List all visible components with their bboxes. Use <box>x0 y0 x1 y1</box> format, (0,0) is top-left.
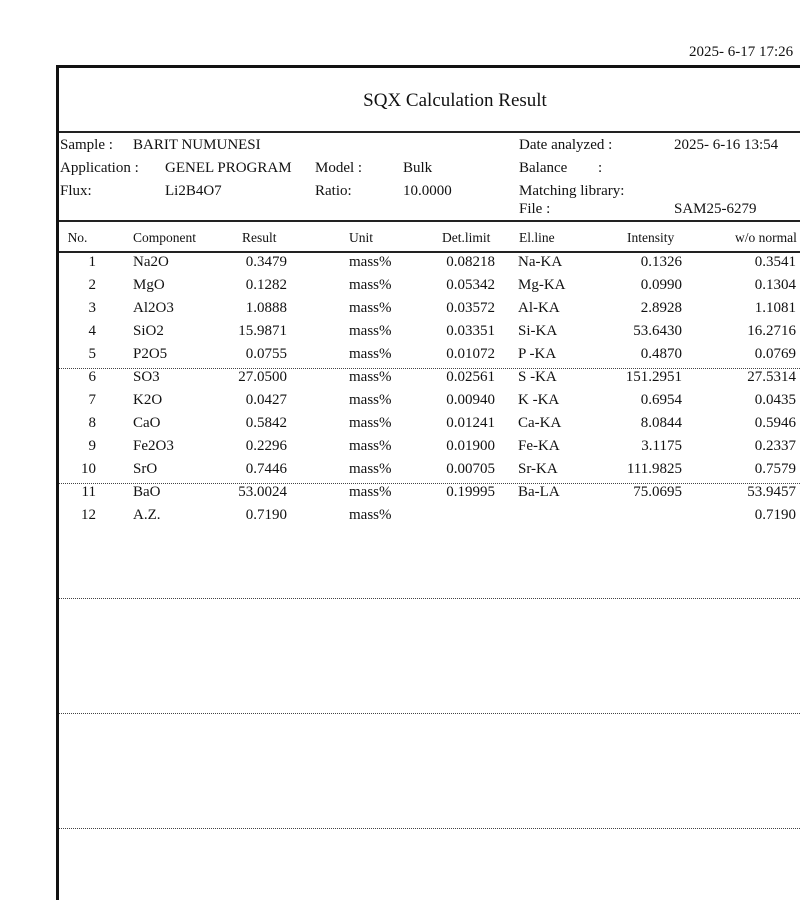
cell-wo-normal: 53.9457 <box>747 484 796 500</box>
cell-det-limit: 0.03351 <box>446 323 495 339</box>
cell-unit: mass% <box>349 507 392 523</box>
sample-label: Sample : <box>60 137 113 153</box>
cell-no: 5 <box>88 346 96 362</box>
cell-det-limit: 0.03572 <box>446 300 495 316</box>
cell-intensity: 2.8928 <box>640 300 682 316</box>
cell-wo-normal: 0.0435 <box>754 392 796 408</box>
group-divider <box>59 828 800 829</box>
cell-unit: mass% <box>349 300 392 316</box>
cell-result: 0.7190 <box>245 507 287 523</box>
col-header-component: Component <box>133 230 196 245</box>
cell-component: Fe2O3 <box>133 438 174 454</box>
cell-det-limit: 0.01072 <box>446 346 495 362</box>
cell-el-line: Mg-KA <box>518 277 566 293</box>
balance-label: Balance <box>519 160 568 176</box>
cell-el-line: Fe-KA <box>518 438 560 454</box>
cell-component: P2O5 <box>133 346 168 362</box>
cell-intensity: 0.4870 <box>640 346 682 362</box>
cell-unit: mass% <box>349 461 392 477</box>
group-divider <box>59 713 800 714</box>
cell-result: 0.0427 <box>245 392 287 408</box>
print-timestamp: 2025- 6-17 17:26 <box>689 44 794 60</box>
cell-result: 1.0888 <box>245 300 287 316</box>
cell-result: 0.0755 <box>245 346 287 362</box>
cell-component: BaO <box>133 484 161 500</box>
cell-det-limit: 0.01900 <box>446 438 495 454</box>
cell-intensity: 53.6430 <box>633 323 682 339</box>
cell-unit: mass% <box>349 392 392 408</box>
cell-no: 2 <box>88 277 96 293</box>
cell-det-limit: 0.00940 <box>446 392 495 408</box>
cell-result: 0.1282 <box>245 277 287 293</box>
report-title: SQX Calculation Result <box>363 90 547 111</box>
flux-label: Flux: <box>60 183 92 199</box>
flux-value: Li2B4O7 <box>165 183 222 199</box>
table-row <box>59 507 800 530</box>
cell-result: 0.3479 <box>245 254 287 270</box>
cell-unit: mass% <box>349 438 392 454</box>
cell-intensity: 8.0844 <box>640 415 682 431</box>
cell-el-line: K -KA <box>518 392 560 408</box>
cell-component: MgO <box>133 277 165 293</box>
model-label: Model : <box>315 160 363 176</box>
table-header-divider <box>59 251 800 253</box>
cell-component: CaO <box>133 415 161 431</box>
table-row <box>59 300 800 323</box>
cell-el-line: Ca-KA <box>518 415 562 431</box>
table-row <box>59 323 800 346</box>
cell-wo-normal: 0.7579 <box>754 461 796 477</box>
cell-wo-normal: 0.2337 <box>754 438 796 454</box>
header-divider <box>59 131 800 133</box>
cell-no: 11 <box>81 484 96 500</box>
cell-el-line: Na-KA <box>518 254 563 270</box>
cell-no: 4 <box>88 323 96 339</box>
cell-component: A.Z. <box>133 507 161 523</box>
group-divider <box>59 598 800 599</box>
cell-no: 3 <box>88 300 96 316</box>
cell-no: 1 <box>88 254 96 270</box>
cell-el-line: Sr-KA <box>518 461 558 477</box>
table-row <box>59 415 800 438</box>
cell-result: 0.7446 <box>245 461 287 477</box>
date-analyzed-value: 2025- 6-16 13:54 <box>674 137 779 153</box>
cell-wo-normal: 0.3541 <box>754 254 796 270</box>
cell-component: K2O <box>133 392 163 408</box>
cell-component: SiO2 <box>133 323 164 339</box>
cell-component: SrO <box>133 461 158 477</box>
cell-det-limit: 0.00705 <box>446 461 495 477</box>
cell-el-line: Ba-LA <box>518 484 560 500</box>
cell-result: 53.0024 <box>238 484 287 500</box>
cell-unit: mass% <box>349 415 392 431</box>
table-row <box>59 484 800 507</box>
file-label: File : <box>519 201 551 217</box>
matching-library-label: Matching library: <box>519 183 625 199</box>
application-value: GENEL PROGRAM <box>165 160 292 176</box>
cell-el-line: S -KA <box>518 369 557 385</box>
cell-el-line: Si-KA <box>518 323 558 339</box>
cell-intensity: 0.0990 <box>640 277 682 293</box>
cell-wo-normal: 1.1081 <box>754 300 796 316</box>
balance-colon: : <box>598 160 603 176</box>
cell-no: 8 <box>88 415 96 431</box>
cell-no: 9 <box>88 438 96 454</box>
cell-result: 27.0500 <box>238 369 287 385</box>
cell-intensity: 3.1175 <box>641 438 682 454</box>
table-row <box>59 369 800 392</box>
table-row <box>59 277 800 300</box>
cell-unit: mass% <box>349 323 392 339</box>
cell-wo-normal: 16.2716 <box>747 323 796 339</box>
cell-unit: mass% <box>349 254 392 270</box>
col-header-no: No. <box>67 230 88 245</box>
cell-intensity: 111.9825 <box>626 461 682 477</box>
cell-no: 10 <box>81 461 96 477</box>
cell-intensity: 75.0695 <box>633 484 682 500</box>
cell-result: 0.5842 <box>245 415 287 431</box>
cell-unit: mass% <box>349 277 392 293</box>
table-row <box>59 392 800 415</box>
cell-det-limit: 0.05342 <box>446 277 495 293</box>
cell-component: Al2O3 <box>133 300 174 316</box>
cell-el-line: P -KA <box>518 346 557 362</box>
date-analyzed-label: Date analyzed : <box>519 137 613 153</box>
meta-divider <box>59 220 800 222</box>
cell-det-limit: 0.08218 <box>446 254 495 270</box>
cell-component: SO3 <box>133 369 160 385</box>
cell-wo-normal: 0.0769 <box>754 346 796 362</box>
table-row <box>59 461 800 484</box>
ratio-label: Ratio: <box>315 183 352 199</box>
cell-result: 0.2296 <box>245 438 287 454</box>
table-row <box>59 254 800 277</box>
cell-det-limit: 0.01241 <box>446 415 495 431</box>
cell-intensity: 0.1326 <box>640 254 682 270</box>
cell-det-limit: 0.19995 <box>446 484 495 500</box>
cell-det-limit: 0.02561 <box>446 369 495 385</box>
application-label: Application : <box>60 160 139 176</box>
cell-no: 7 <box>88 392 96 408</box>
col-header-result: Result <box>242 230 277 245</box>
cell-component: Na2O <box>133 254 169 270</box>
frame-top-border <box>56 65 800 68</box>
col-header-unit: Unit <box>349 230 374 245</box>
col-header-det-limit: Det.limit <box>442 230 491 245</box>
cell-result: 15.9871 <box>238 323 287 339</box>
col-header-el-line: El.line <box>519 230 555 245</box>
model-value: Bulk <box>403 160 433 176</box>
col-header-wo-normal: w/o normal <box>735 230 797 245</box>
cell-no: 12 <box>81 507 96 523</box>
cell-wo-normal: 27.5314 <box>747 369 796 385</box>
cell-unit: mass% <box>349 369 392 385</box>
col-header-intensity: Intensity <box>627 230 675 245</box>
ratio-value: 10.0000 <box>403 183 452 199</box>
cell-intensity: 0.6954 <box>640 392 682 408</box>
cell-unit: mass% <box>349 346 392 362</box>
cell-wo-normal: 0.7190 <box>754 507 796 523</box>
table-row <box>59 346 800 369</box>
table-row <box>59 438 800 461</box>
cell-wo-normal: 0.5946 <box>754 415 796 431</box>
cell-wo-normal: 0.1304 <box>754 277 796 293</box>
cell-intensity: 151.2951 <box>625 369 682 385</box>
sample-value: BARIT NUMUNESI <box>133 137 261 153</box>
cell-unit: mass% <box>349 484 392 500</box>
cell-el-line: Al-KA <box>518 300 560 316</box>
cell-no: 6 <box>88 369 96 385</box>
file-value: SAM25-6279 <box>674 201 757 217</box>
